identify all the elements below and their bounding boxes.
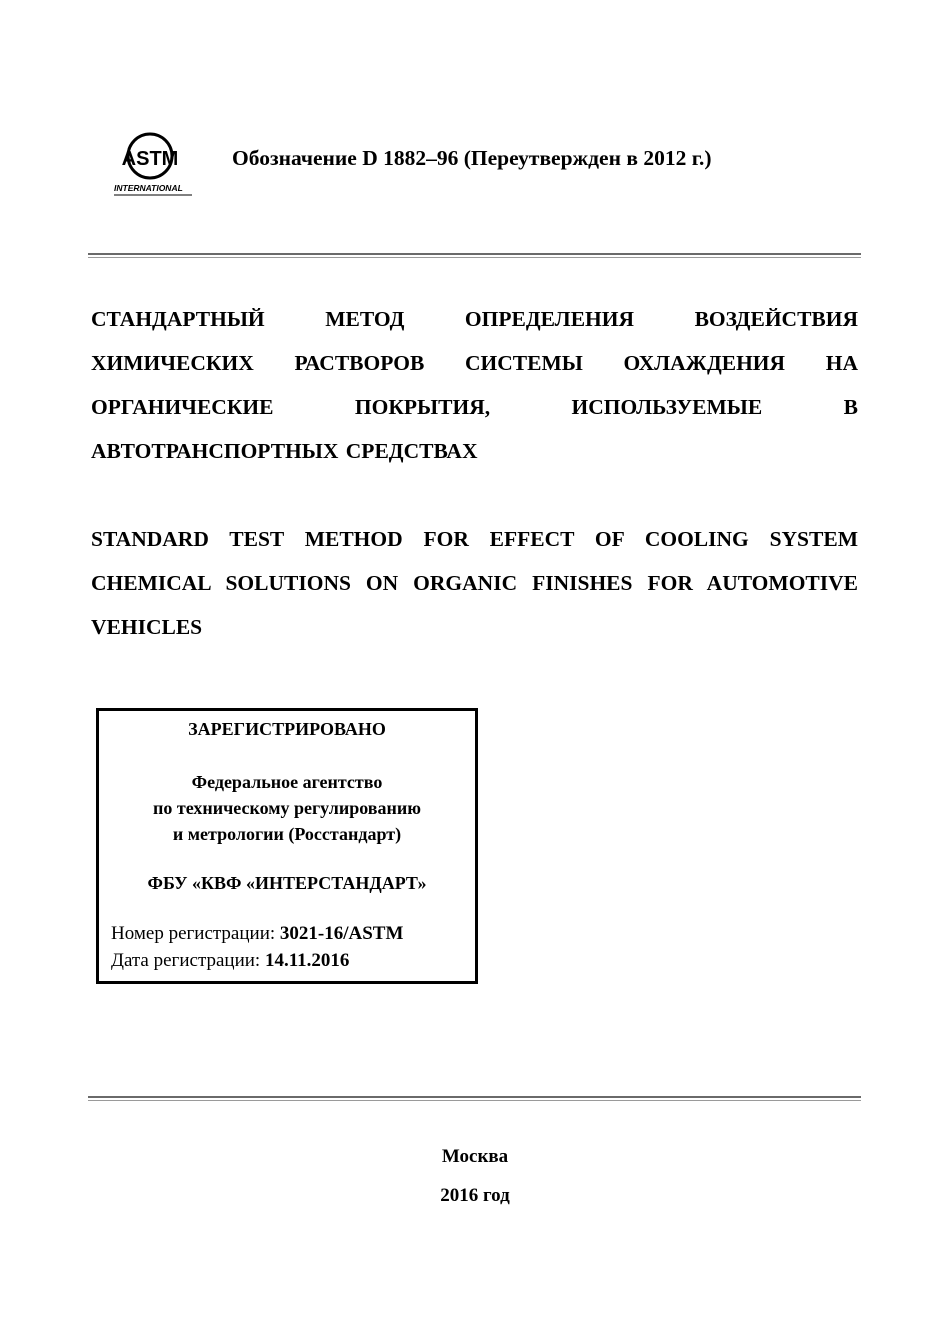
logo-subtext: INTERNATIONAL bbox=[114, 183, 183, 193]
title-russian: СТАНДАРТНЫЙ МЕТОД ОПРЕДЕЛЕНИЯ ВОЗДЕЙСТВИЯ ХИМИЧЕСКИХ РАСТВОРОВ СИСТЕМЫ ОХЛАЖДЕНИЯ НА ОРГАНИЧЕСКИЕ ПОКРЫТИЯ, ИСПОЛЬЗУЕМЫЕ В АВТОТРАНСПОРТНЫХ СРЕДСТВАХ bbox=[91, 307, 858, 463]
bottom-divider bbox=[88, 1096, 861, 1101]
agency-line-1: Федеральное агентство bbox=[191, 772, 383, 792]
registration-number-label: Номер регистрации: bbox=[111, 923, 280, 944]
registration-heading: ЗАРЕГИСТРИРОВАНО bbox=[188, 719, 386, 739]
agency-line-2: по техническому регулированию bbox=[153, 798, 421, 818]
registration-date bbox=[111, 950, 349, 972]
registration-stamp bbox=[96, 708, 478, 984]
registration-number-value: 3021-16/ASTM bbox=[279, 923, 404, 944]
astm-logo bbox=[112, 128, 196, 198]
publication-city: Москва bbox=[441, 1146, 509, 1167]
agency-line-3: и метрологии (Росстандарт) bbox=[172, 824, 402, 844]
publication-year: 2016 год bbox=[440, 1185, 510, 1206]
standard-designation: Обозначение D 1882–96 (Переутвержден в 2012 г.) bbox=[232, 146, 712, 170]
top-divider bbox=[88, 253, 861, 258]
title-english: STANDARD TEST METHOD FOR EFFECT OF COOLING SYSTEM CHEMICAL SOLUTIONS ON ORGANIC FINISHES FOR AUTOMOTIVE VEHICLES bbox=[91, 527, 858, 639]
logo-letters: ASTM bbox=[121, 148, 179, 170]
registration-date-value: 14.11.2016 bbox=[264, 950, 350, 971]
registration-agency bbox=[99, 769, 475, 847]
astm-logo-graphic bbox=[112, 128, 196, 198]
registration-date-label: Дата регистрации: bbox=[111, 950, 265, 971]
registration-number bbox=[111, 923, 403, 945]
registration-organization: ФБУ «КВФ «ИНТЕРСТАНДАРТ» bbox=[147, 873, 427, 893]
